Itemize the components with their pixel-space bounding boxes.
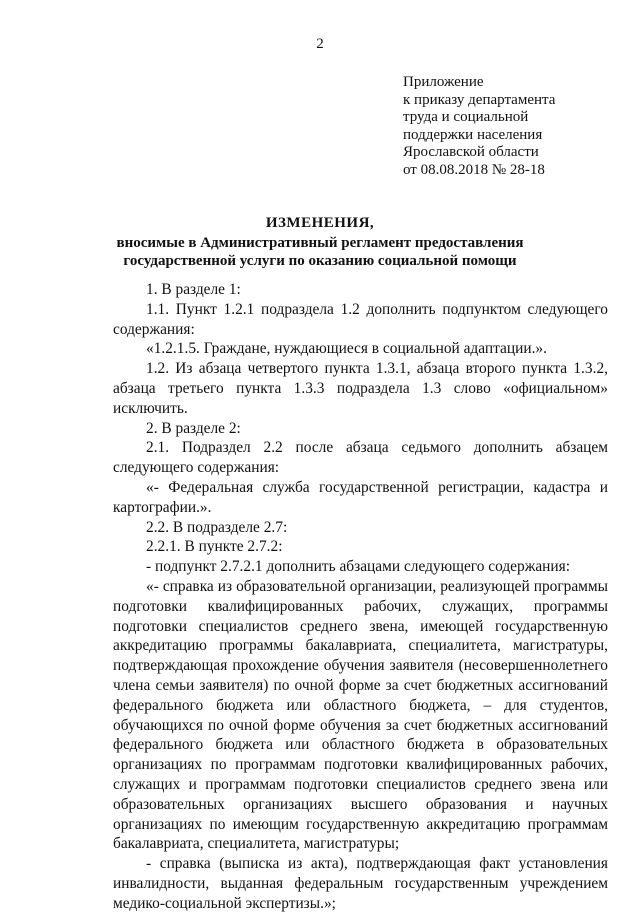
appendix-line: Приложение xyxy=(403,74,484,90)
paragraph: 2.1. Подраздел 2.2 после абзаца седьмого дополнить абзацем следующего содержания: xyxy=(113,439,608,477)
paragraph: 1.1. Пункт 1.2.1 подраздела 1.2 дополнить подпунктом следующего содержания: xyxy=(113,300,608,338)
appendix-block xyxy=(403,74,555,180)
appendix-line: поддержки населения xyxy=(403,126,543,143)
paragraph: 2. В разделе 2: xyxy=(146,419,241,437)
heading-title: ИЗМЕНЕНИЯ, xyxy=(265,215,375,231)
paragraph: «1.2.1.5. Граждане, нуждающиеся в социальной адаптации.». xyxy=(146,340,547,358)
appendix-line: к приказу департамента xyxy=(403,91,556,108)
paragraph: «- справка из образовательной организации, реализующей программы подготовки квалифицированных рабочих, служащих, программы подготовки специалистов среднего звена, имеющей государственную аккредитацию программы бакалавриата, специалитета, магистратуры, подтверждающая прохождение обучения заявителя (несовершеннолетнего члена семьи заявителя) по очной форме за счет бюджетных ассигнований федерального бюджета или областного бюджета, – для студентов, обучающихся по очной форме обучения за счет бюджетных ассигнований федерального бюджета или областного бюджета в образовательных организациях по программам подготовки квалифицированных рабочих, служащих и программам подготовки специалистов среднего звена или образовательных организациях высшего образования и научных организациях по имеющим государственную аккредитацию программам бакалавриата, специалитета, магистратуры; xyxy=(113,577,608,853)
page-number: 2 xyxy=(316,36,324,52)
paragraph: 1. В разделе 1: xyxy=(146,281,241,298)
appendix-line: от 08.08.2018 № 28-18 xyxy=(403,161,545,178)
heading-subtitle-line: государственной услуги по оказанию социальной помощи xyxy=(123,253,517,269)
paragraph: 2.2. В подразделе 2.7: xyxy=(146,518,288,536)
paragraph: - подпункт 2.7.2.1 дополнить абзацами следующего содержания: xyxy=(146,558,570,576)
paragraph: - справка (выписка из акта), подтверждающая факт установления инвалидности, выданная федеральным государственным учреждением медико-социальной экспертизы.»; xyxy=(113,855,608,912)
paragraph: «- Федеральная служба государственной регистрации, кадастра и картографии.». xyxy=(113,478,608,516)
appendix-line: Ярославской области xyxy=(403,144,539,161)
appendix-line: труда и социальной xyxy=(403,109,529,126)
document-heading xyxy=(0,214,640,270)
document-body xyxy=(113,280,608,914)
paragraph: 2.2.1. В пункте 2.7.2: xyxy=(146,538,283,556)
paragraph: 1.2. Из абзаца четвертого пункта 1.3.1, абзаца второго пункта 1.3.2, абзаца третьего пункта 1.3.3 подраздела 1.3 слово «официальном» исключить. xyxy=(113,360,608,417)
heading-subtitle-line: вносимые в Административный регламент предоставления xyxy=(116,235,524,251)
